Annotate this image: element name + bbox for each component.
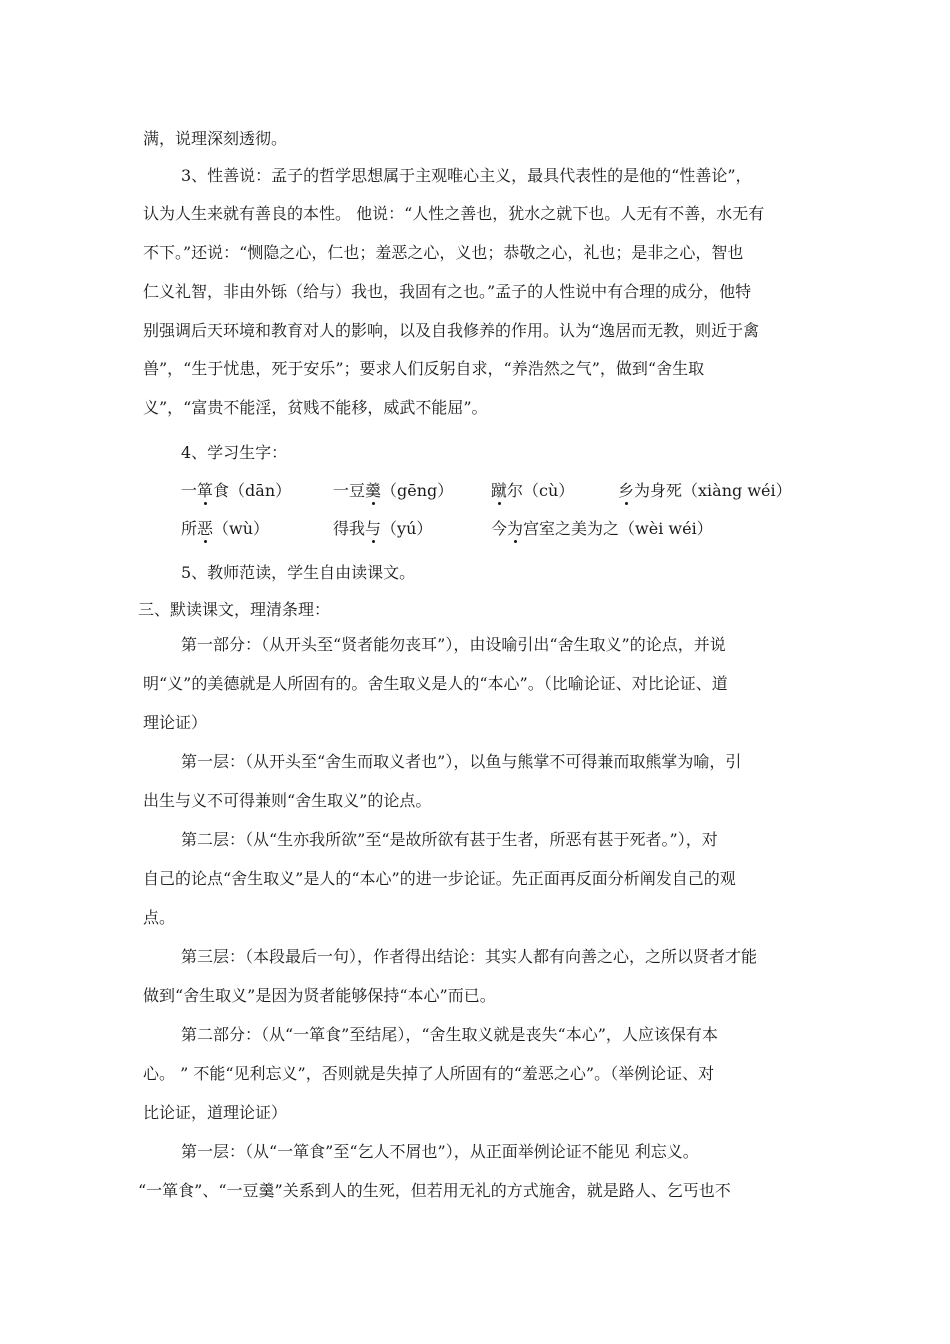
paragraph-line: 心。 ” 不能“见利忘义”，否则就是失掉了人所固有的“羞恶之心”。（举例论证、对 — [143, 1064, 715, 1083]
paragraph-line: 明“义”的美德就是人所固有的。舍生取义是人的“本心”。（比喻论证、对比论证、道 — [143, 674, 728, 693]
emphasis-dot: 与 — [365, 519, 382, 538]
paragraph-line: 认为人生来就有善良的本性。 他说：“人性之善也，犹水之就下也。人无有不善，水无有 — [143, 204, 765, 223]
section-heading: 三、默读课文，理清条理： — [138, 600, 331, 619]
paragraph-line: 义”，“富贵不能淫，贫贱不能移，威武不能屈”。 — [143, 398, 488, 417]
paragraph-line: 兽”，“生于忧患，死于安乐”；要求人们反躬自求，“养浩然之气”，做到“舍生取 — [143, 359, 705, 378]
vocab-item: 一豆羹（gēng） — [333, 481, 454, 500]
paragraph-line: 理论证） — [143, 713, 208, 732]
paragraph-line: 第二部分：（从“一箪食”至结尾），“舍生取义就是丧失“本心”，人应该保有本 — [181, 1025, 718, 1044]
paragraph-line: 做到“舍生取义”是因为贤者能够保持“本心”而已。 — [143, 986, 496, 1005]
vocab-row — [181, 518, 821, 542]
paragraph-line: 3、性善说：孟子的哲学思想属于主观唯心主义，最具代表性的是他的“性善论”， — [181, 166, 752, 185]
paragraph-line: 第三层：（本段最后一句），作者得出结论：其实人都有向善之心，之所以贤者才能 — [181, 947, 758, 966]
vocab-item: 蹴尔（cù） — [491, 481, 575, 500]
vocab-item: 乡为身死（xiàng wéi） — [618, 481, 792, 500]
paragraph-line: 第一层：（从开头至“舍生而取义者也”），以鱼与熊掌不可得兼而取熊掌为喻，引 — [181, 752, 742, 771]
emphasis-dot: 为 — [507, 519, 524, 538]
paragraph-line: 仁义礼智，非由外铄（给与）我也，我固有之也。”孟子的人性说中有合理的成分，他特 — [143, 282, 752, 301]
paragraph-line: 自己的论点“舍生取义”是人的“本心”的进一步论证。先正面再反面分析阐发自己的观 — [143, 869, 736, 888]
paragraph-line: 不下。”还说：“恻隐之心，仁也；羞恶之心，义也；恭敬之心，礼也；是非之心，智也 — [143, 243, 744, 262]
paragraph-line: 出生与义不可得兼则“舍生取义”的论点。 — [143, 791, 432, 810]
vocab-row — [181, 480, 821, 504]
section-heading: 4、学习生字： — [181, 443, 288, 462]
vocab-item: 得我与（yú） — [333, 519, 433, 538]
vocab-item: 一箪食（dān） — [181, 481, 292, 500]
emphasis-dot: 羹 — [365, 481, 382, 500]
paragraph-line: 满，说理深刻透彻。 — [143, 129, 288, 148]
vocab-item: 所恶（wù） — [181, 519, 270, 538]
emphasis-dot: 乡 — [618, 481, 635, 500]
paragraph-line: 点。 — [143, 908, 176, 927]
emphasis-dot: 箪 — [197, 481, 214, 500]
paragraph-line: 第一部分：（从开头至“贤者能勿丧耳”），由设喻引出“舍生取义”的论点，并说 — [181, 635, 726, 654]
paragraph-line: “一箪食”、“一豆羹”关系到人的生死，但若用无礼的方式施舍，就是路人、乞丐也不 — [138, 1181, 731, 1200]
paragraph-line: 第二层：（从“生亦我所欲”至“是故所欲有甚于生者，所恶有甚于死者。”），对 — [181, 830, 718, 849]
vocab-item: 今为宫室之美为之（wèi wéi） — [491, 519, 713, 538]
emphasis-dot: 恶 — [197, 519, 214, 538]
emphasis-dot: 蹴 — [491, 481, 508, 500]
paragraph-line: 5、教师范读，学生自由读课文。 — [181, 563, 416, 582]
paragraph-line: 第一层：（从“一箪食”至“乞人不屑也”），从正面举例论证不能见 利忘义。 — [181, 1142, 699, 1161]
paragraph-line: 别强调后天环境和教育对人的影响，以及自我修养的作用。认为“逸居而无教，则近于禽 — [143, 321, 760, 340]
paragraph-line: 比论证，道理论证） — [143, 1103, 288, 1122]
